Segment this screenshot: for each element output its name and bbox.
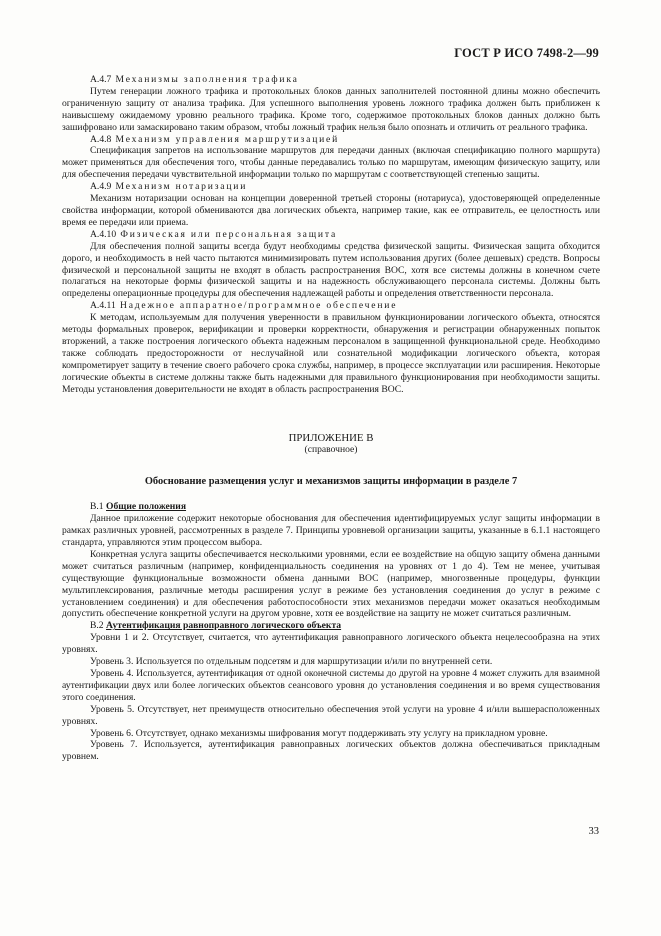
heading-b1: B.1 Общие положения [90, 501, 187, 513]
heading-b2: B.2 Аутентификация равноправного логического объекта [90, 620, 342, 632]
paragraph: Механизм нотаризации основан на концепции доверенной третьей стороны (нотариуса), удостоверяющей определенные свойства информации, которой обмениваются два логических объекта, например такие, как ее отправитель, ее целостность или время ее передачи или приема. [62, 193, 600, 228]
heading-a47: A.4.7 Механизмы заполнения трафика [90, 74, 299, 85]
paragraph: Данное приложение содержит некоторые обоснования для обеспечения идентифицируемых услуг защиты информации в рамках различных уровней, рассмотренных в разделе 7. Принципы уровневой организации защиты, указанные в 6.1.1 настоящего стандарта, управляются этим процессом выбора. [62, 513, 600, 548]
paragraph: Спецификация запретов на использование маршрутов для передачи данных (включая спецификацию полного маршрута) может применяться для обеспечения того, чтобы данные передавались только по маршрутам, имеющим физическую защиту, или для обеспечения передачи чувствительной информации только по маршрутам с соответствующей степенью защиты. [62, 145, 600, 181]
appendix-label: ПРИЛОЖЕНИЕ В [288, 432, 374, 445]
heading-a411: A.4.11 Надежное аппаратное/программное обеспечение [90, 300, 398, 312]
paragraph: Конкретная услуга защиты обеспечивается несколькими уровнями, если ее воздействие на общую защиту обмена данными может считаться различным (например, конфиденциальность соединения на уровнях от 1 до 4). Тем не менее, учитывая существующие функциональные возможности обмена данными ВОС (например, многозвенные процедуры, функции мультиплексирования, различные методы расширения услуг в режиме без установления соединения до услуг в режиме с установлением соединения) и для обеспечения работоспособности этих механизмов передачи может оказаться необходимым допустить обеспечение конкретной услуги на другом уровне, хотя ее воздействие на защиту не может считаться различным. [62, 548, 600, 620]
appendix-title: Обоснование размещения услуг и механизмов защиты информации в разделе 7 [144, 476, 518, 488]
paragraph: Уровень 4. Используется, аутентификация от одной оконечной системы до другой на уровне 4 может служить для взаимной аутентификации двух или более логических объектов сеансового уровня до установления соединения и во время существования этого соединения. [62, 667, 600, 703]
paragraph: Уровень 7. Используется, аутентификация равноправных логических объектов должна обеспечиваться прикладным уровнем. [62, 739, 600, 763]
appendix-note: (справочное) [304, 444, 358, 456]
paragraph: Для обеспечения полной защиты всегда будут необходимы средства физической защиты. Физическая защита обходится дорого, и необходимость в ней часто пытаются минимизировать путем использования других (более дешевых) средств. Вопросы физической и персональной защиты не входят в область распространения ВОС, хотя все системы должны в конечном счете полагаться на некоторые формы физической защиты и на надежность обслуживающего персонала системы. Должны быть определены операционные процедуры для обеспечения надлежащей работы и определения ответственности персонала. [62, 240, 600, 300]
page-number: 33 [588, 826, 599, 837]
paragraph: Уровень 5. Отсутствует, нет преимуществ относительно обеспечения этой услуги на уровне 4 и/или вышерасположенных уровнях. [62, 703, 600, 727]
paragraph: Уровни 1 и 2. Отсутствует, считается, что аутентификация равноправного логического объекта нецелесообразна на этих уровнях. [62, 632, 600, 656]
heading-a410: A.4.10 Физическая или персональная защита [90, 228, 338, 240]
paragraph: Путем генерации ложного трафика и протокольных блоков данных заполнителей постоянной длины можно обеспечить ограниченную защиту от анализа трафика. Для успешного выполнения уровень ложного трафика должен быть приближен к наивысшему ожидаемому уровню реального трафика. Кроме того, содержимое протокольных блоков данных должно быть зашифровано или замаскировано таким образом, чтобы ложный трафик нельзя было опознать и отличить от реального трафика. [62, 85, 600, 133]
paragraph: Уровень 3. Используется по отдельным подсетям и для маршрутизации и/или по внутренней сети. [90, 656, 493, 668]
section-b [62, 501, 600, 763]
heading-a49: A.4.9 Механизм нотаризации [90, 181, 248, 193]
standard-header: ГОСТ Р ИСО 7498-2—99 [454, 46, 599, 60]
paragraph: Уровень 6. Отсутствует, однако механизмы шифрования могут поддерживать эту услугу на прикладном уровне. [90, 727, 548, 739]
section-a4 [62, 74, 600, 395]
page-body [62, 74, 600, 763]
heading-a48: A.4.8 Механизм управления маршрутизацией [90, 133, 340, 145]
paragraph: К методам, используемым для получения уверенности в правильном функционировании логического объекта, относятся методы формальных проверок, верификации и проверки корректности, обнаружения и регистрации обнаруженных попыток вторжений, а также построения логического объекта надежным персоналом в защищенной функциональной среде. Необходимо также соблюдать предосторожности от неслучайной или сознательной модификации логического объекта, которая компрометирует защиту в течение своего рабочего срока службы, например, в процессе эксплуатации или расширения. Некоторые логические объекты в системе должны также быть надежными для правильного функционирования при необходимости защиты. Методы установления доверительности не входят в область распространения ВОС. [62, 312, 600, 395]
